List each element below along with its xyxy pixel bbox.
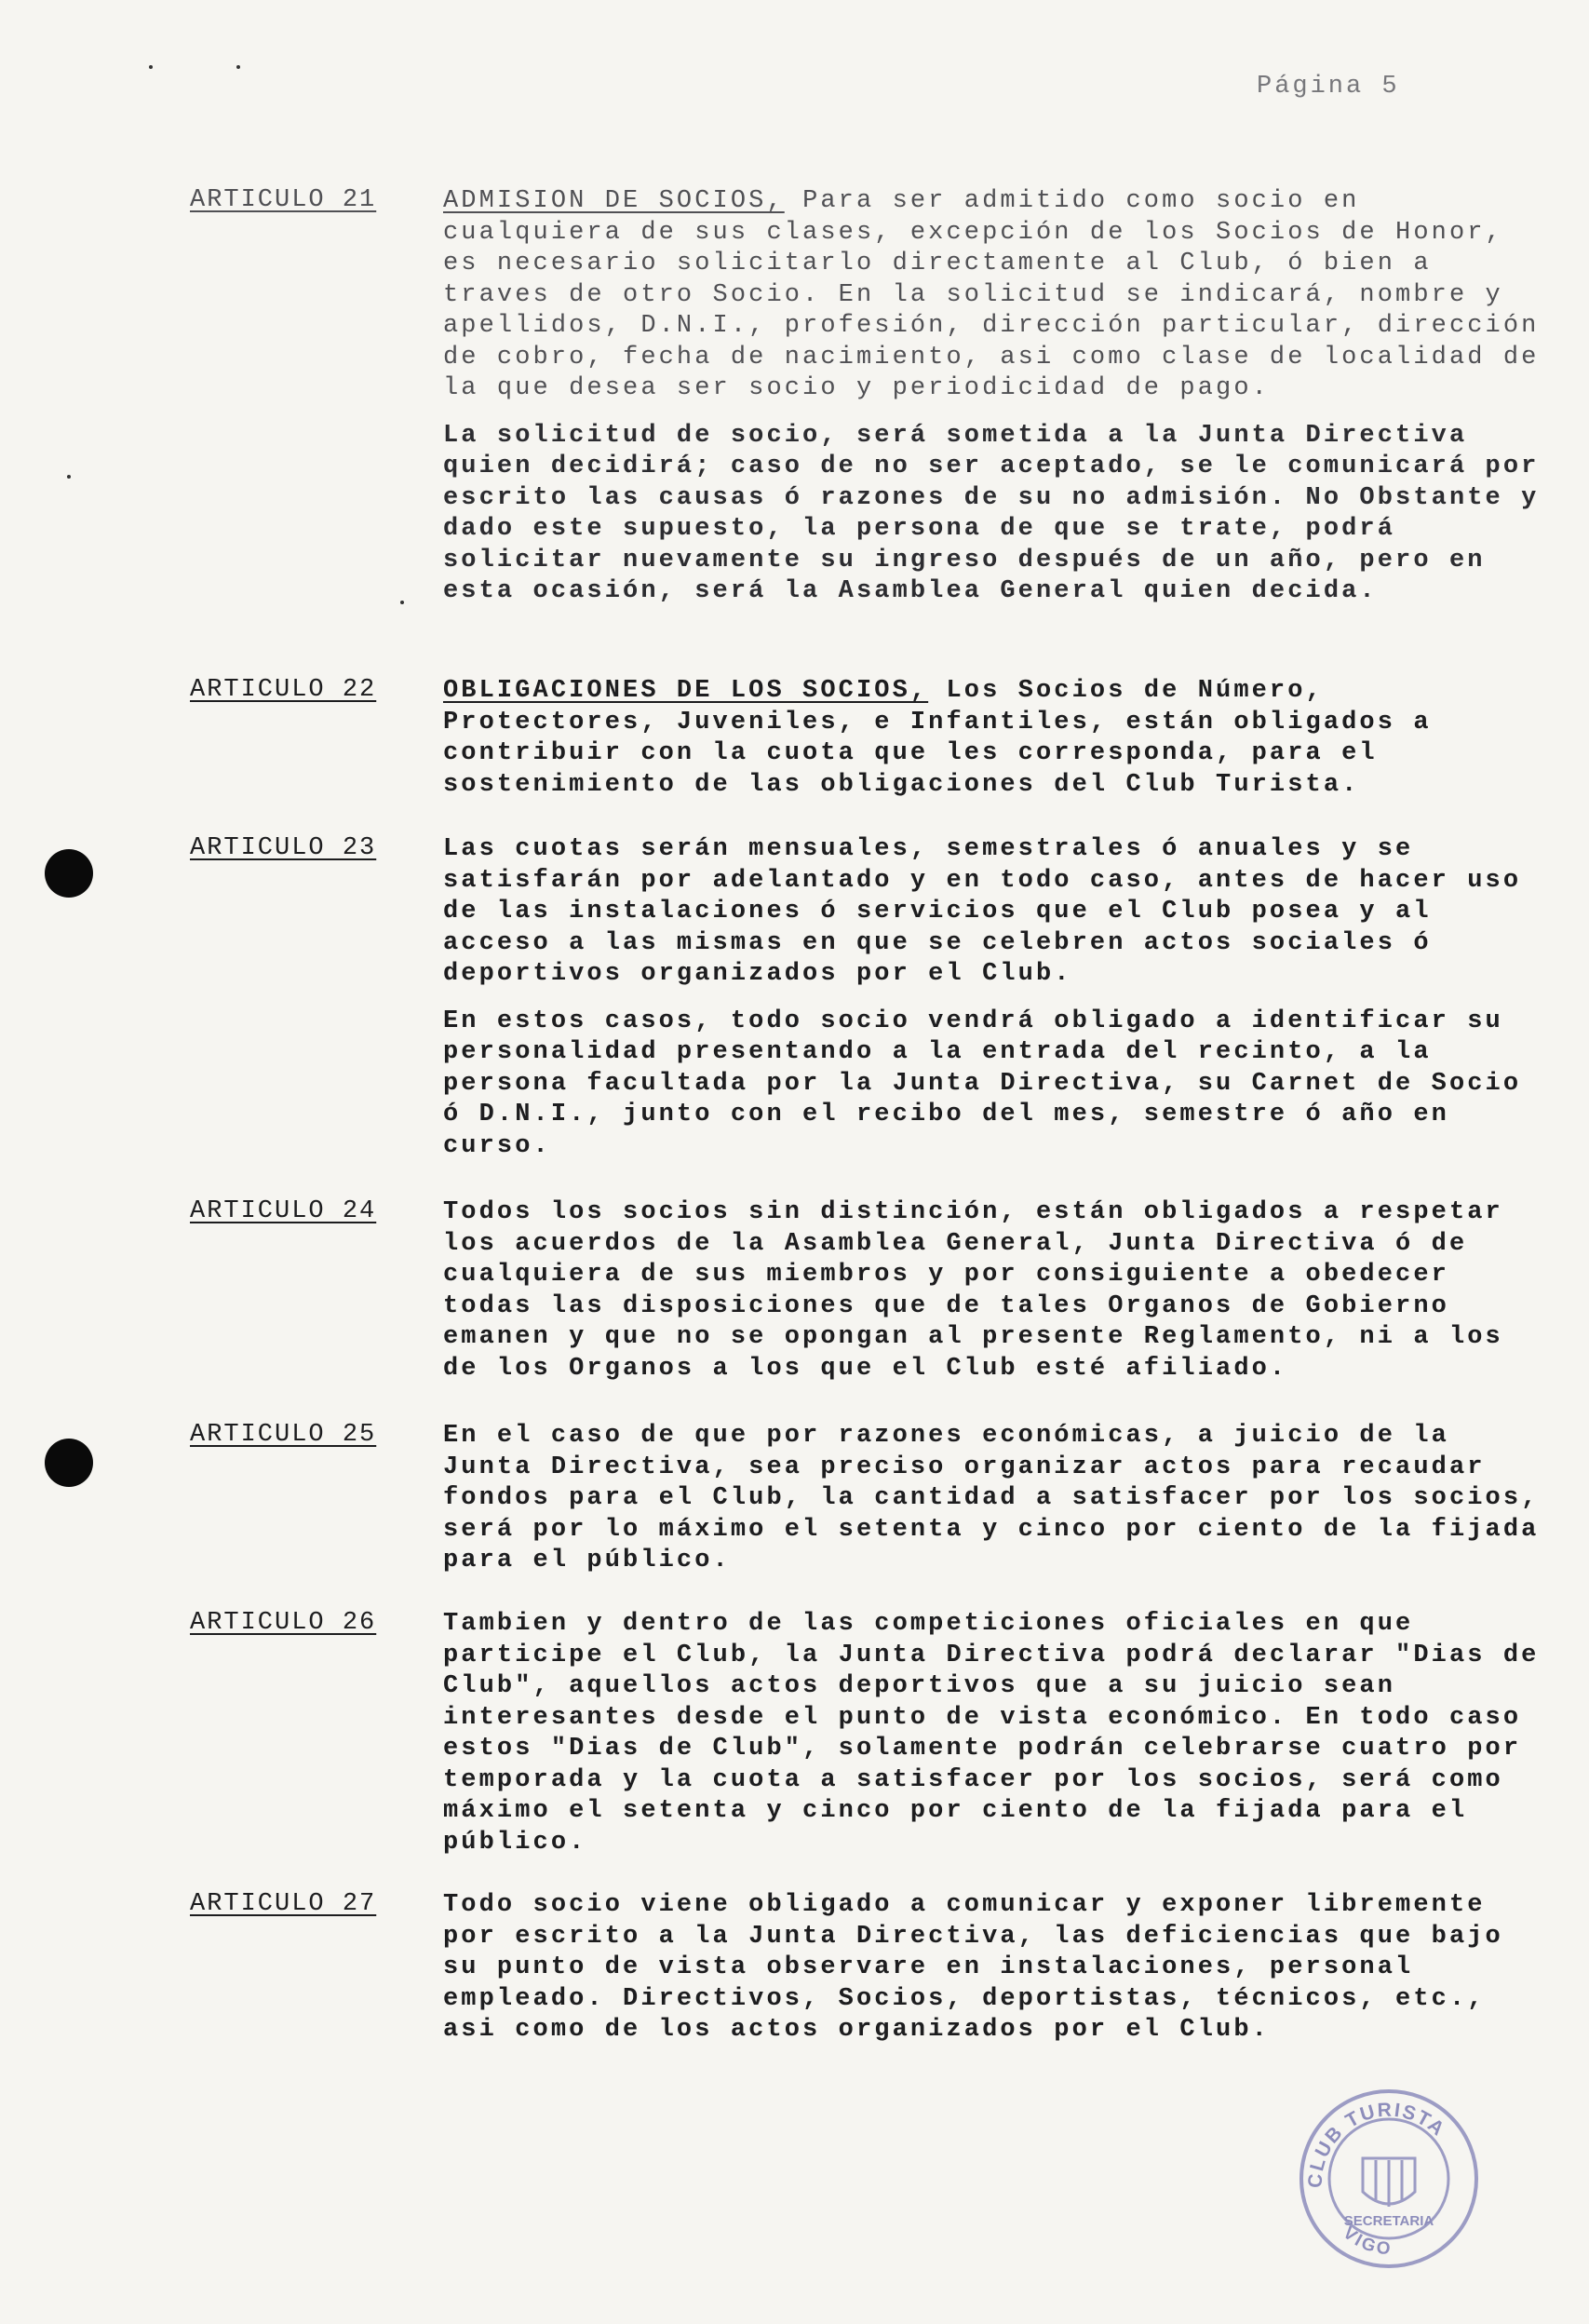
article-paragraph: En el caso de que por razones económicas, a juicio de la Junta Directiva, sea preciso organizar actos para recaudar fondos para el Club, la cantidad a satisfacer por los socios, será por lo máximo el setenta y cinco por ciento de la fijada para el público. [443, 1422, 1540, 1574]
punch-hole [45, 1439, 93, 1487]
stamp-top-text: CLUB TURISTA [1304, 2099, 1450, 2189]
punch-hole [45, 849, 93, 898]
article-heading: ADMISION DE SOCIOS, [443, 187, 785, 215]
margin-mark [400, 601, 404, 604]
article-paragraph: OBLIGACIONES DE LOS SOCIOS, Los Socios de Número, Protectores, Juveniles, e Infantiles, están obligados a contribuir con la cuota que les corresponda, para el sostenimiento de las obligaciones del Club Turista. [443, 677, 1432, 799]
article-paragraph: En estos casos, todo socio vendrá obligado a identificar su personalidad presentando a la entrada del recinto, a la persona facultada por la Junta Directiva, su Carnet de Socio ó D.N.I., junto con el recibo del mes, semestre ó año en curso. [443, 1007, 1522, 1160]
article-label: ARTICULO 23 [190, 834, 377, 862]
article-body [443, 1197, 1551, 1400]
article-paragraph: Tambien y dentro de las competiciones oficiales en que participe el Club, la Junta Directiva podrá declarar "Dias de Club", aquellos actos deportivos que a su juicio sean interesantes desde el punto de vista económico. En todo caso estos "Dias de Club", solamente podrán celebrarse cuatro por temporada y la cuota a satisfacer por los socios, será como máximo el setenta y cinco por ciento de la fijada para el público. [443, 1610, 1540, 1857]
margin-mark [236, 65, 240, 69]
article-paragraph: ADMISION DE SOCIOS, Para ser admitido como socio en cualquiera de sus clases, excepción de los Socios de Honor, es necesario solicitarlo directamente al Club, ó bien a traves de otro Socio. En la solicitud se indicará, nombre y apellidos, D.N.I., profesión, dirección particular, dirección de cobro, fecha de nacimiento, asi como clase de localidad de la que desea ser socio y periodicidad de pago. [443, 187, 1540, 402]
article-paragraph: Todo socio viene obligado a comunicar y exponer libremente por escrito a la Junta Directiva, las deficiencias que bajo su punto de vista observare en instalaciones, personal empleado. Directivos, Socios, deportistas, técnicos, etc., asi como de los actos organizados por el Club. [443, 1891, 1503, 2044]
article-paragraph: La solicitud de socio, será sometida a la Junta Directiva quien decidirá; caso de no ser aceptado, se le comunicará por escrito las causas ó razones de su no admisión. No Obstante y dado este supuesto, la persona de que se trate, podrá solicitar nuevamente su ingreso después de un año, pero en esta ocasión, será la Asamblea General quien decida. [443, 421, 1540, 605]
article-label: ARTICULO 22 [190, 676, 377, 704]
stamp-bottom-text: VIGO [1339, 2223, 1394, 2260]
margin-mark [149, 65, 153, 69]
article-body [443, 186, 1542, 624]
article-body [443, 676, 1551, 817]
article-label: ARTICULO 25 [190, 1421, 377, 1449]
article-label: ARTICULO 26 [190, 1609, 377, 1637]
article-label: ARTICULO 21 [190, 186, 377, 214]
article-heading: OBLIGACIONES DE LOS SOCIOS, [443, 677, 929, 705]
article-body [443, 1890, 1551, 2062]
article-body [443, 1421, 1551, 1593]
stamp-middle-text: SECRETARIA [1343, 2213, 1434, 2229]
article-body [443, 1609, 1551, 1874]
article-label: ARTICULO 24 [190, 1197, 377, 1225]
article-paragraph: Las cuotas serán mensuales, semestrales ó anuales y se satisfarán por adelantado y en todo caso, antes de hacer uso de las instalaciones ó servicios que el Club posea y al acceso a las mismas en que se celebren actos sociales ó deportivos organizados por el Club. [443, 835, 1522, 988]
article-body [443, 834, 1551, 1178]
club-stamp [1296, 2086, 1482, 2272]
margin-mark [67, 475, 71, 479]
article-paragraph: Todos los socios sin distinción, están obligados a respetar los acuerdos de la Asamblea General, Junta Directiva ó de cualquiera de sus miembros y por consiguiente a obedecer todas las disposiciones que de tales Organos de Gobierno emanen y que no se opongan al presente Reglamento, ni a los de los Organos a los que el Club esté afiliado. [443, 1198, 1503, 1383]
article-label: ARTICULO 27 [190, 1890, 377, 1918]
page-number: Página 5 [1257, 73, 1400, 101]
